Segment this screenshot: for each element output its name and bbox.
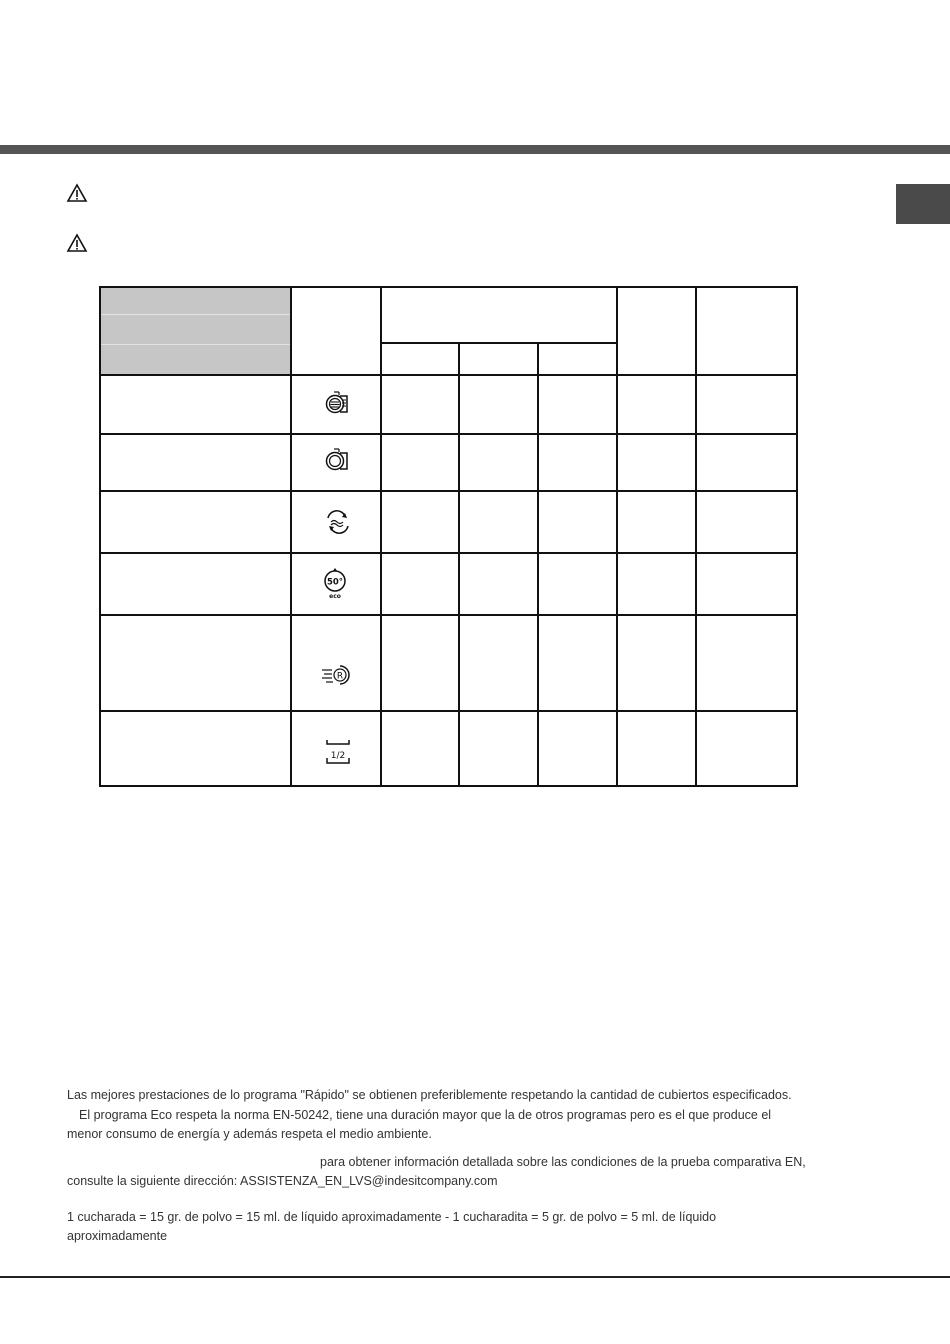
top-rule — [0, 145, 950, 154]
note-measures-1: 1 cucharada = 15 gr. de polvo = 15 ml. de líquido aproximadamente - 1 cucharadita = 5 gr. de polvo = 5 ml. de líquido — [67, 1209, 717, 1224]
warning-triangle-icon — [66, 233, 88, 253]
note-en-test-2: consulte la siguiente dirección: ASSISTENZA_EN_LVS@indesitcompany.com — [67, 1174, 498, 1188]
svg-text:1/2: 1/2 — [330, 751, 346, 761]
svg-text:50°: 50° — [326, 577, 344, 588]
prewash-program-icon — [318, 504, 358, 540]
bottom-rule — [0, 1276, 950, 1278]
svg-text:R: R — [336, 671, 344, 682]
intensive-program-icon — [318, 386, 358, 422]
note-eco-1: El programa Eco respeta la norma EN-50242, tiene una duración mayor que la de otros programas pero es el que produce el — [79, 1107, 772, 1122]
footnotes — [67, 1086, 877, 1247]
note-rapid: Las mejores prestaciones de lo programa "Rápido" se obtienen preferiblemente respetando la cantidad de cubiertos especificados. — [67, 1088, 792, 1102]
half-load-icon — [318, 736, 358, 772]
warning-triangle-icon — [66, 183, 88, 203]
note-en-test-1: para obtener información detallada sobre las condiciones de la prueba comparativa EN, — [320, 1154, 806, 1169]
note-measures-2: aproximadamente — [67, 1229, 168, 1243]
note-eco-2: menor consumo de energía y además respeta el medio ambiente. — [67, 1127, 432, 1141]
language-tab — [896, 184, 950, 224]
svg-text:eco: eco — [329, 593, 341, 600]
rapid-r-program-icon — [318, 657, 358, 693]
table-header-program-cell — [100, 288, 290, 374]
normal-program-icon — [318, 443, 358, 479]
eco-50-program-icon — [318, 564, 358, 604]
